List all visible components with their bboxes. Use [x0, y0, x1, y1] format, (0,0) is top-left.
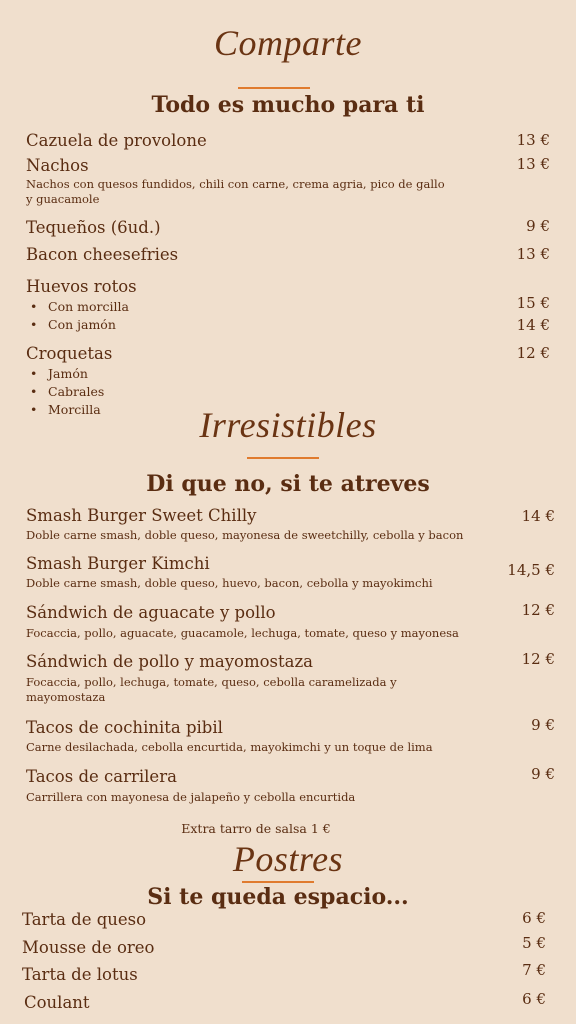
menu-item-price: 6 €	[522, 990, 546, 1008]
menu-item-name: Coulant	[24, 993, 90, 1012]
menu-item-price: 7 €	[522, 961, 546, 979]
menu-item-name: Sándwich de aguacate y pollo	[26, 603, 276, 622]
menu-item-name: Huevos rotos	[26, 277, 137, 296]
menu-item-option: • Cabrales	[48, 384, 104, 399]
menu-item-price: 13 €	[516, 155, 550, 173]
menu-item-price: 12 €	[516, 344, 550, 362]
menu-item-price: 15 €	[516, 294, 550, 312]
menu-item-price: 13 €	[516, 131, 550, 149]
menu-item-name: Tarta de queso	[22, 910, 147, 929]
menu-item-name: Nachos	[26, 156, 89, 175]
menu-item-price: 5 €	[522, 934, 546, 952]
section-divider	[247, 457, 319, 459]
menu-item-name: Mousse de oreo	[22, 938, 155, 957]
extra-note: Extra tarro de salsa 1 €	[181, 821, 331, 836]
menu-item-description: Carne desilachada, cebolla encurtida, mayokimchi y un toque de lima	[26, 740, 433, 754]
menu-item-name: Smash Burger Sweet Chilly	[26, 506, 257, 525]
menu-item-price: 9 €	[531, 765, 555, 783]
menu-item-price: 12 €	[521, 601, 555, 619]
menu-item-name: Cazuela de provolone	[26, 131, 207, 150]
menu-item-description: Focaccia, pollo, lechuga, tomate, queso, cebolla caramelizada y mayomostaza	[26, 675, 397, 704]
menu-item-price: 12 €	[521, 650, 555, 668]
menu-item-name: Smash Burger Kimchi	[26, 554, 210, 573]
section-subtitle-irresistibles: Di que no, si te atreves	[146, 471, 430, 497]
menu-item-price: 14 €	[516, 316, 550, 334]
menu-item-price: 14,5 €	[507, 561, 555, 579]
menu-item-name: Tacos de carrilera	[26, 767, 177, 786]
menu-item-name: Sándwich de pollo y mayomostaza	[26, 652, 313, 671]
menu-item-option: • Con jamón	[48, 317, 116, 332]
section-title-irresistibles: Irresistibles	[199, 405, 377, 445]
menu-item-name: Tacos de cochinita pibil	[26, 718, 223, 737]
menu-item-name: Croquetas	[26, 344, 113, 363]
section-subtitle-postres: Si te queda espacio...	[147, 884, 409, 910]
section-divider	[242, 881, 314, 883]
menu-item-name: Tequeños (6ud.)	[26, 218, 161, 237]
menu-item-option: • Jamón	[48, 366, 88, 381]
menu-item-name: Tarta de lotus	[22, 965, 138, 984]
section-title-postres: Postres	[232, 839, 344, 879]
menu-item-description: Nachos con quesos fundidos, chili con carne, crema agria, pico de gallo y guacamole	[26, 177, 445, 206]
menu-item-price: 9 €	[531, 716, 555, 734]
section-divider	[238, 87, 310, 89]
menu-item-description: Focaccia, pollo, aguacate, guacamole, lechuga, tomate, queso y mayonesa	[26, 626, 459, 640]
menu-item-description: Doble carne smash, doble queso, mayonesa de sweetchilly, cebolla y bacon	[26, 528, 464, 542]
menu-item-option: • Con morcilla	[48, 299, 129, 314]
section-title-comparte: Comparte	[214, 23, 362, 63]
menu-item-price: 13 €	[516, 245, 550, 263]
section-subtitle-comparte: Todo es mucho para ti	[151, 92, 425, 118]
menu-item-name: Bacon cheesefries	[26, 245, 179, 264]
menu-item-description: Doble carne smash, doble queso, huevo, bacon, cebolla y mayokimchi	[26, 576, 433, 590]
menu-item-price: 6 €	[522, 909, 546, 927]
menu-item-price: 14 €	[521, 507, 555, 525]
menu-item-description: Carrillera con mayonesa de jalapeño y cebolla encurtida	[26, 790, 356, 804]
menu-item-option: • Morcilla	[48, 402, 101, 417]
menu-item-price: 9 €	[526, 217, 550, 235]
